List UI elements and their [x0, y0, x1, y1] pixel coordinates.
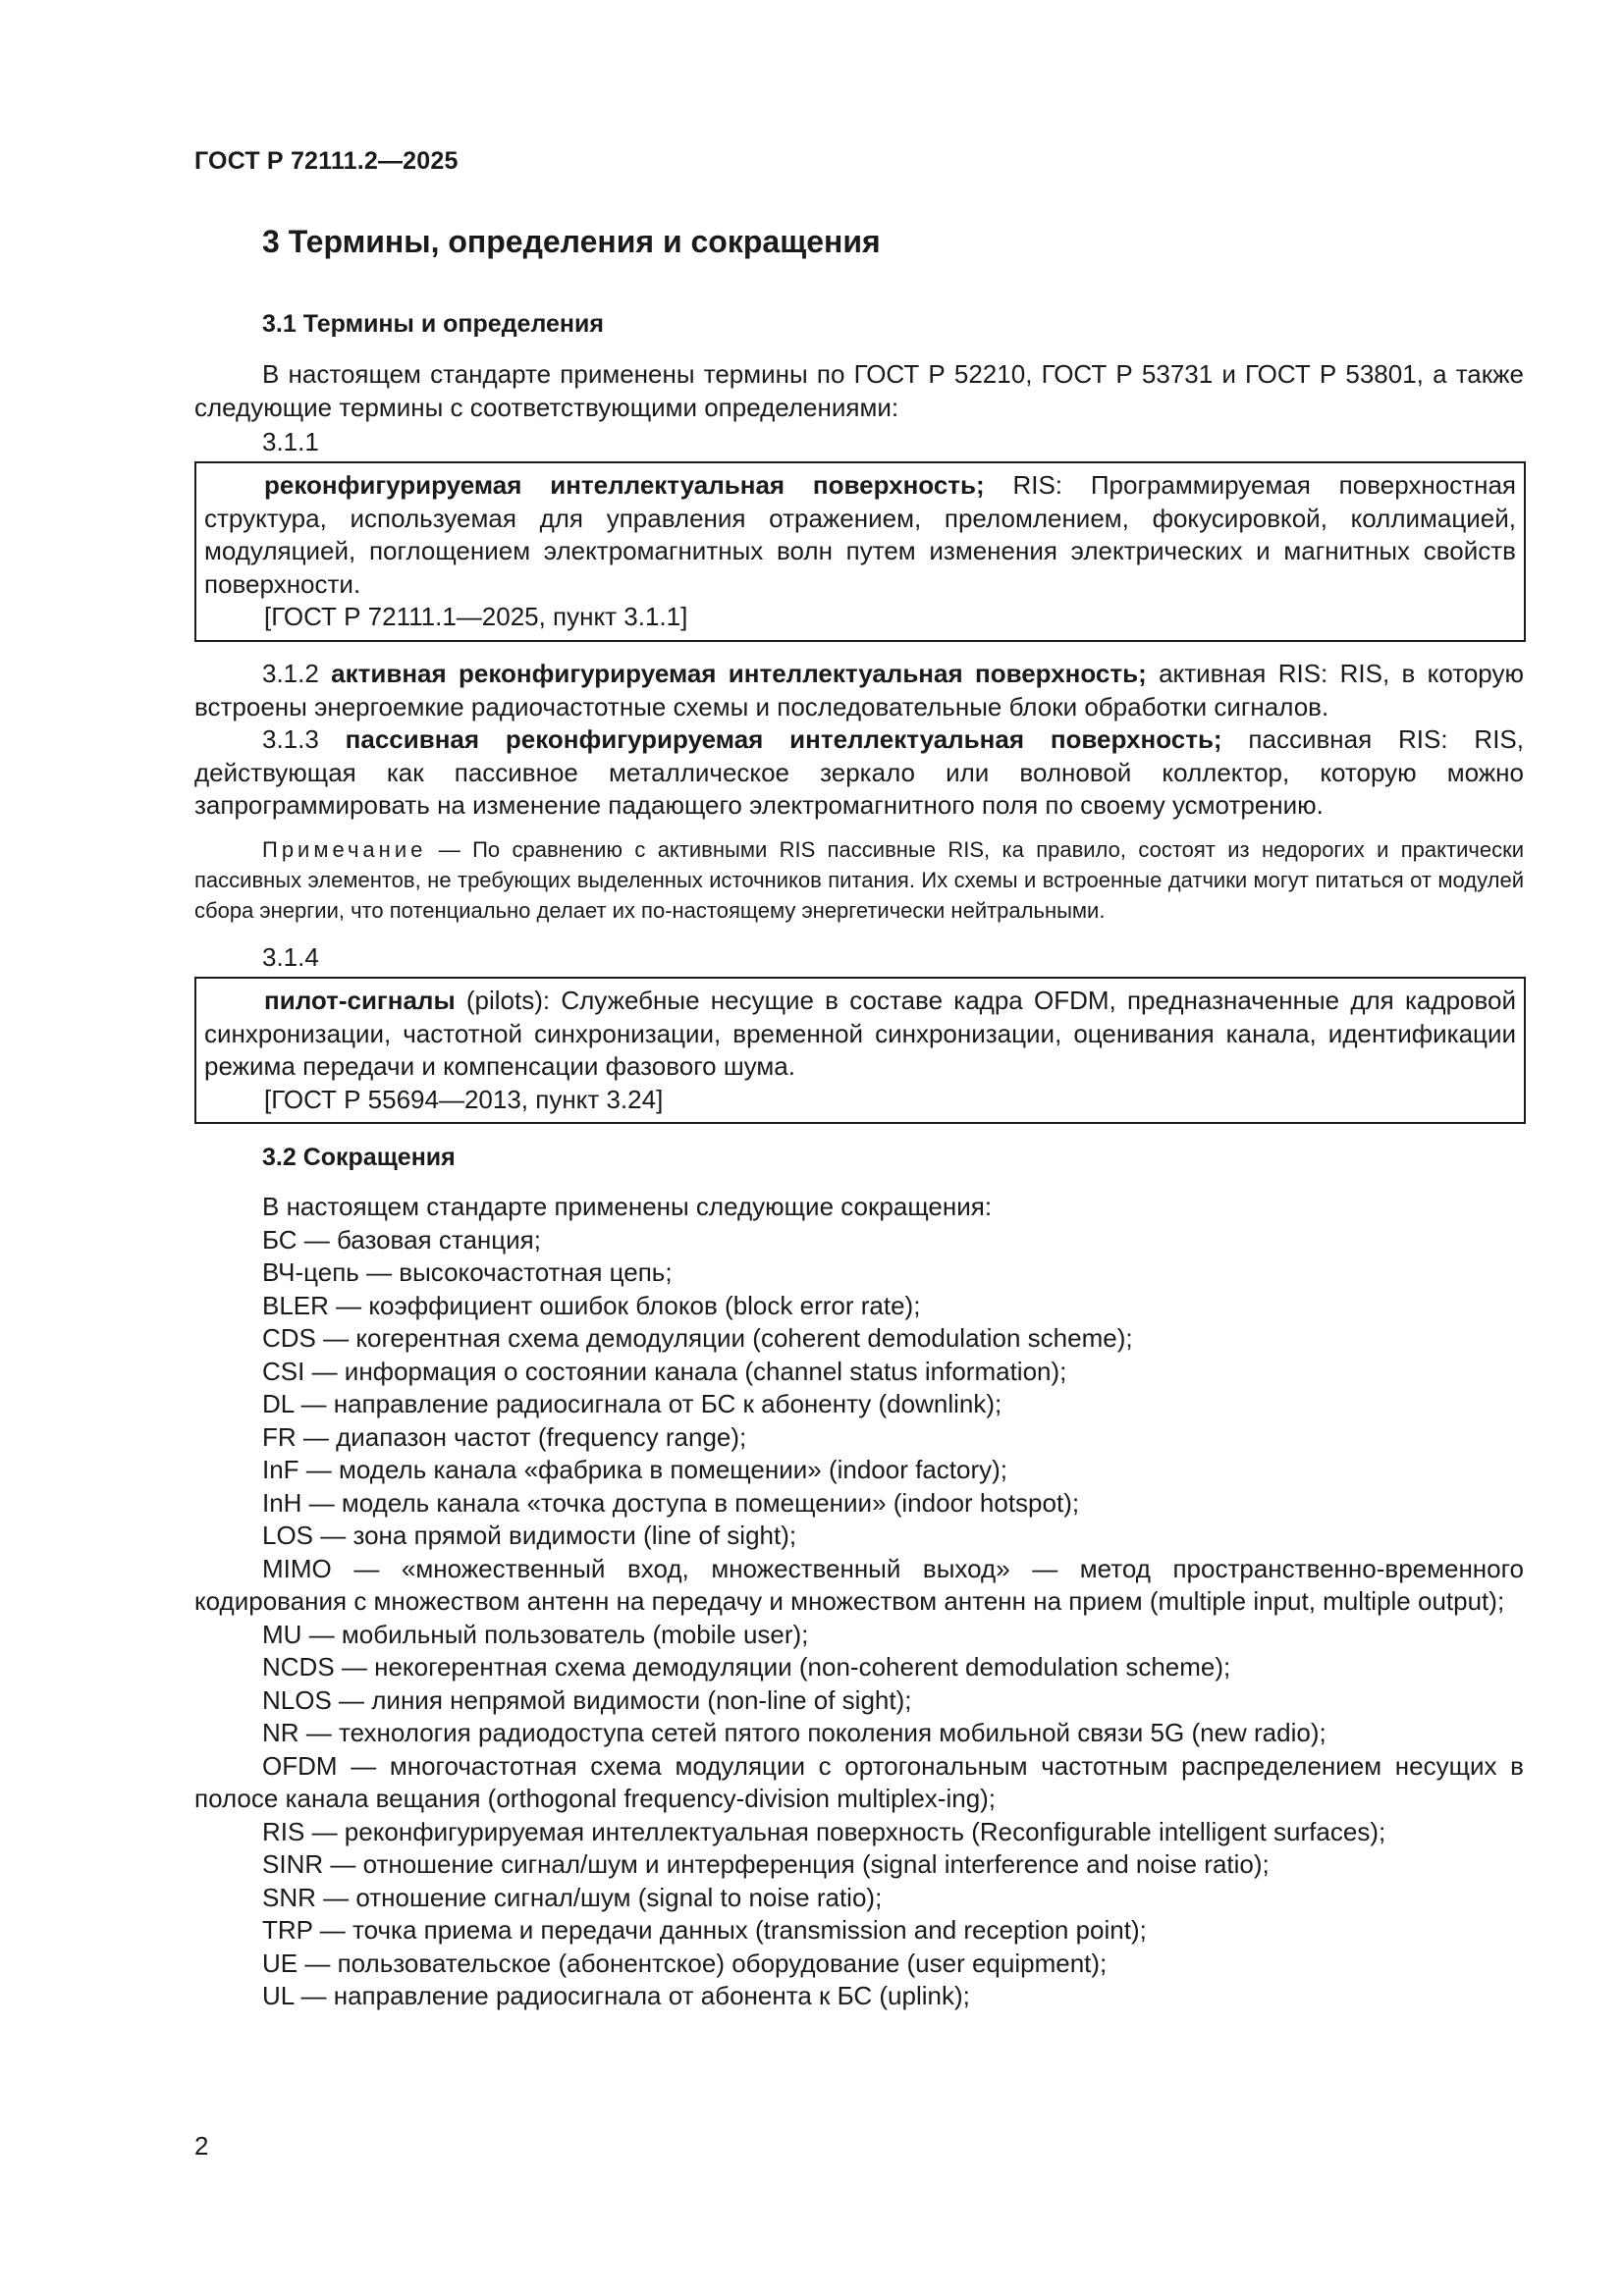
term-box-3-1-1 — [194, 461, 1526, 642]
term-number-3-1-4: 3.1.4 — [262, 942, 319, 972]
section-title: 3 Термины, определения и сокращения — [262, 224, 881, 259]
abbreviations-list — [194, 1191, 1524, 2013]
list-item: NR — технология радиодоступа сетей пятого поколения мобильной связи 5G (new radio); — [262, 1718, 1326, 1747]
list-item: БС — базовая станция; — [262, 1224, 541, 1255]
term-definition-text: RIS: Программируемая поверхностная структура, используемая для управления отражением, преломлением, фокусировкой, коллимацией, модуляцией, поглощением электромагнитных волн путем изменения электрических и магнитных свойств поверхности. — [204, 470, 1516, 599]
term-name: активная реконфигурируемая интеллектуальная поверхность; — [331, 659, 1147, 688]
list-item: DL — направление радиосигнала от БС к абоненту (downlink); — [262, 1389, 1002, 1418]
list-item: NLOS — линия непрямой видимости (non-line of sight); — [262, 1684, 912, 1715]
term-source: [ГОСТ Р 72111.1—2025, пункт 3.1.1] — [264, 602, 688, 631]
list-item: NCDS — некогерентная схема демодуляции (non-coherent demodulation scheme); — [262, 1652, 1231, 1682]
term-box-3-1-4 — [194, 977, 1526, 1124]
subsection-title-terms: 3.1 Термины и определения — [262, 310, 604, 338]
term-definition-3-1-4 — [204, 985, 1516, 1084]
abbreviations-intro: В настоящем стандарте применены следующие сокращения: — [262, 1192, 993, 1221]
term-source: [ГОСТ Р 55694—2013, пункт 3.24] — [264, 1084, 664, 1114]
terms-intro-paragraph: В настоящем стандарте применены термины по ГОСТ Р 52210, ГОСТ Р 53731 и ГОСТ Р 53801, а также следующие термины с соответствующими определениями: — [194, 359, 1524, 422]
term-number: 3.1.2 — [262, 659, 332, 688]
list-item: CDS — когерентная схема демодуляции (coherent demodulation scheme); — [262, 1323, 1133, 1353]
list-item: LOS — зона прямой видимости (line of sight); — [262, 1521, 797, 1550]
term-definition-3-1-1 — [204, 469, 1516, 601]
subsection-title-abbreviations: 3.2 Сокращения — [262, 1144, 456, 1171]
term-definition-text: пассивная RIS: RIS, действующая как пассивное металлическое зеркало или волновой коллектор, которую можно запрограммировать на изменение падающего электромагнитного поля по своему усмотрению. — [194, 724, 1524, 820]
term-number: 3.1.3 — [262, 724, 346, 754]
list-item: BLER — коэффициент ошибок блоков (block error rate); — [262, 1290, 921, 1320]
list-item: UL — направление радиосигнала от абонента к БС (uplink); — [262, 1981, 970, 2010]
list-item: SINR — отношение сигнал/шум и интерференция (signal interference and noise ratio); — [262, 1849, 1270, 1879]
note-text: — По сравнению с активными RIS пассивные RIS, ка правило, состоят из недорогих и практически пассивных элементов, не требующих выделенных источников питания. Их схемы и встроенные датчики могут питаться от модулей сбора энергии, что потенциально делает их по-настоящему энергетически нейтральными. — [194, 837, 1524, 923]
list-item: OFDM — многочастотная схема модуляции с ортогональным частотным распределением несущих в полосе канала вещания (orthogonal frequency-division multiplex-ing); — [194, 1750, 1524, 1813]
list-item: ВЧ-цепь — высокочастотная цепь; — [262, 1257, 673, 1287]
term-name: реконфигурируемая интеллектуальная поверхность; — [264, 470, 985, 500]
note-label: Примечание — [262, 837, 427, 862]
note-paragraph — [194, 834, 1524, 926]
list-item: InH — модель канала «точка доступа в помещении» (indoor hotspot); — [262, 1487, 1080, 1518]
term-definition-text: активная RIS: RIS, в которую встроены энергоемкие радиочастотные схемы и последовательные блоки обработки сигналов. — [194, 659, 1524, 721]
term-name: пассивная реконфигурируемая интеллектуальная поверхность; — [345, 724, 1222, 754]
list-item: MIMO — «множественный вход, множественный выход» — метод пространственно-временного кодирования с множеством антенн на передачу и множеством антенн на прием (multiple input, multiple output); — [194, 1553, 1524, 1616]
list-item: FR — диапазон частот (frequency range); — [262, 1421, 747, 1452]
list-item: TRP — точка приема и передачи данных (transmission and reception point); — [262, 1915, 1147, 1945]
document-header-id: ГОСТ Р 72111.2—2025 — [194, 147, 459, 175]
list-item: RIS — реконфигурируемая интеллектуальная поверхность (Reconfigurable intelligent surfaces); — [262, 1816, 1386, 1846]
term-definition-text: (pilots): Служебные несущие в составе кадра OFDM, предназначенные для кадровой синхронизации, частотной синхронизации, временной синхронизации, оценивания канала, идентификации режима передачи и компенсации фазового шума. — [204, 986, 1516, 1081]
list-item: CSI — информация о состоянии канала (channel status information); — [262, 1356, 1067, 1386]
list-item: InF — модель канала «фабрика в помещении» (indoor factory); — [262, 1455, 1008, 1484]
term-3-1-2 — [194, 658, 1524, 723]
page-number: 2 — [194, 2131, 209, 2161]
term-number-3-1-1: 3.1.1 — [262, 427, 319, 456]
list-item: MU — мобильный пользователь (mobile user); — [262, 1619, 809, 1649]
list-item: SNR — отношение сигнал/шум (signal to noise ratio); — [262, 1882, 883, 1912]
term-name: пилот-сигналы — [264, 986, 456, 1015]
term-3-1-3 — [194, 723, 1524, 823]
list-item: UE — пользовательское (абонентское) оборудование (user equipment); — [262, 1948, 1108, 1978]
